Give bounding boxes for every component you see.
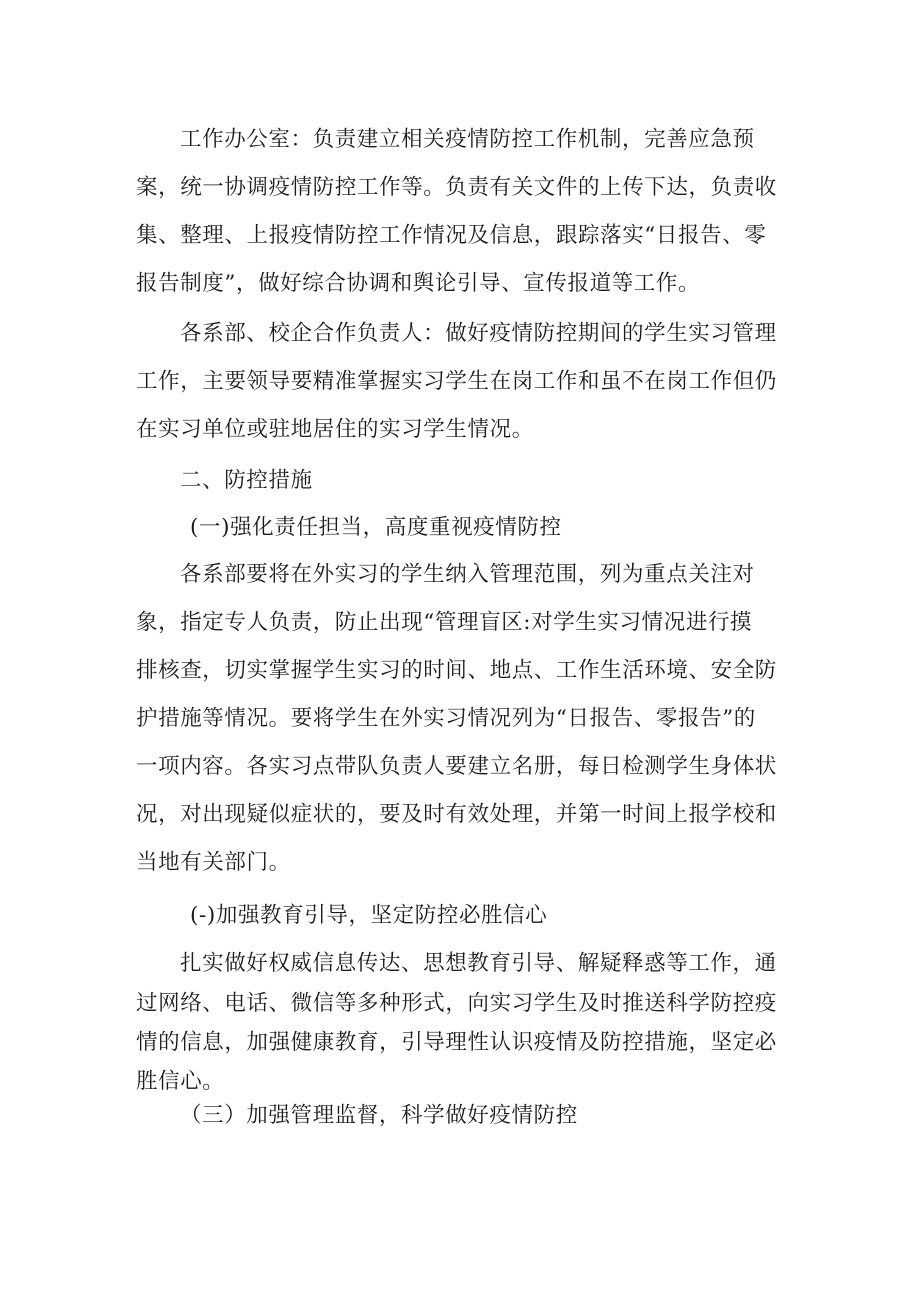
subsection-heading: (-)加强教育引导，坚定防控必胜信心	[190, 903, 548, 928]
paragraph-line: 胜信心。	[136, 1069, 225, 1094]
paragraph-line: 案，统一协调疫情防控工作等。负责有关文件的上传下达，负责收	[136, 175, 777, 200]
paragraph-line: 过网络、电话、微信等多种形式，向实习学生及时推送科学防控疫	[136, 991, 777, 1016]
paragraph-line: 一项内容。各实习点带队负责人要建立名册，每日检测学生身体状	[136, 754, 777, 779]
paragraph-line: 护措施等情况。要将学生在外实习情况列为“日报告、零报告”的	[136, 706, 756, 731]
paragraph-line: 报告制度”，做好综合协调和舆论引导、宣传报道等工作。	[136, 271, 701, 296]
paragraph-line: 工作，主要领导要精准掌握实习学生在岗工作和虽不在岗工作但仍	[136, 369, 777, 394]
paragraph-line: 象，指定专人负责，防止出现“管理盲区:对学生实习情况进行摸	[136, 610, 753, 635]
paragraph-line: 况，对出现疑似症状的，要及时有效处理，并第一时间上报学校和	[136, 802, 777, 827]
paragraph-line: 集、整理、上报疫情防控工作情况及信息，跟踪落实“日报告、零	[136, 223, 767, 248]
paragraph-line: 排核查，切实掌握学生实习的时间、地点、工作生活环境、安全防	[136, 658, 777, 683]
paragraph-line: 在实习单位或驻地居住的实习学生情况。	[136, 417, 534, 442]
subsection-heading: (一)强化责任担当，高度重视疫情防控	[190, 515, 562, 540]
subsection-heading: （三）加强管理监督，科学做好疫情防控	[180, 1103, 578, 1128]
paragraph-line: 各系部、校企合作负责人：做好疫情防控期间的学生实习管理	[180, 321, 777, 346]
paragraph-line: 情的信息，加强健康教育，引导理性认识疫情及防控措施，坚定必	[136, 1030, 777, 1055]
paragraph-line: 各系部要将在外实习的学生纳入管理范围，列为重点关注对	[180, 562, 755, 587]
paragraph-line: 当地有关部门。	[136, 850, 291, 875]
section-heading: 二、防控措施	[180, 468, 313, 493]
paragraph-line: 工作办公室：负责建立相关疫情防控工作机制，完善应急预	[180, 127, 755, 152]
paragraph-line: 扎实做好权威信息传达、思想教育引导、解疑释惑等工作，通	[180, 951, 777, 976]
